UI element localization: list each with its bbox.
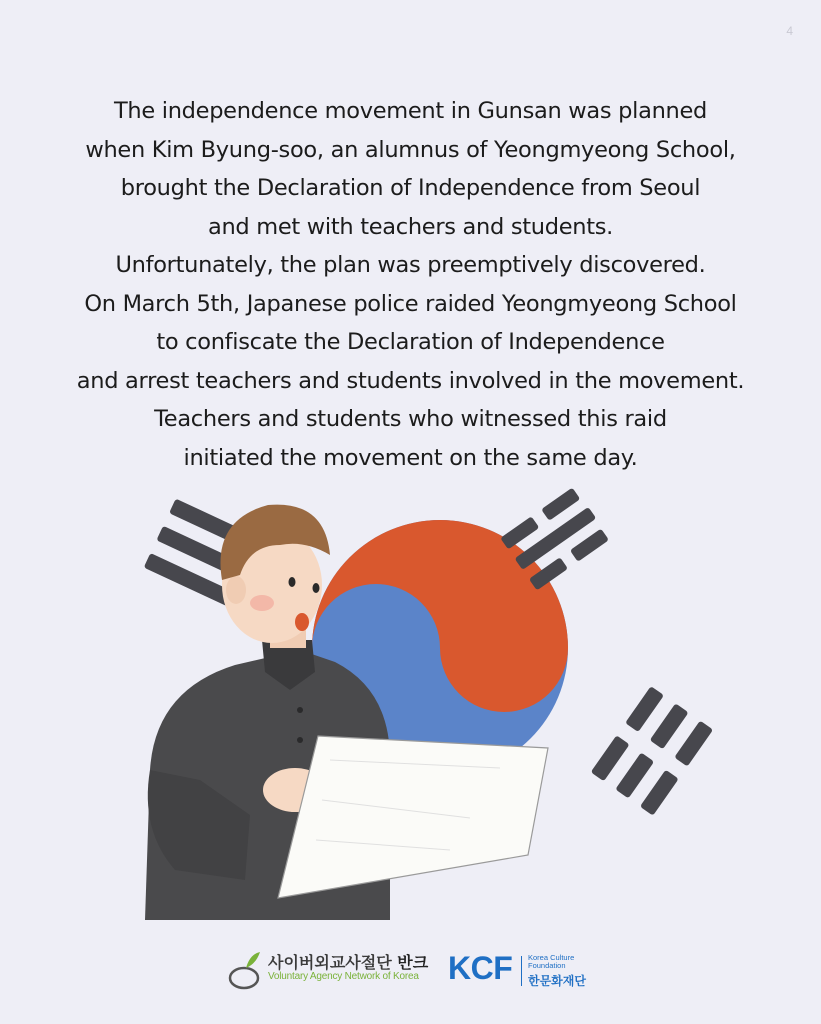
banc-subtitle: Voluntary Agency Network of Korea — [268, 971, 419, 982]
story-line: On March 5th, Japanese police raided Yeongmyeong School — [84, 290, 737, 317]
banc-logo-icon — [228, 948, 264, 990]
story-line: Unfortunately, the plan was preemptively discovered. — [115, 252, 706, 278]
footer-logos — [0, 940, 821, 1000]
story-line: initiated the movement on the same day. — [183, 444, 638, 471]
kcf-mark: KCF — [448, 950, 513, 986]
kcf-divider — [521, 956, 522, 986]
story-line: brought the Declaration of Independence from Seoul — [120, 175, 701, 201]
story-line: and arrest teachers and students involved in the movement. — [76, 367, 745, 394]
story-line: The independence movement in Gunsan was planned — [113, 98, 708, 124]
kcf-english-name: Korea Culture Foundation — [528, 953, 575, 970]
page-number: 4 — [786, 24, 793, 38]
trigram-icon — [591, 686, 713, 816]
banc-logo — [228, 948, 433, 992]
banc-name-strong: 반크 — [397, 953, 429, 972]
kcf-korean-name: 한문화재단 — [528, 974, 586, 988]
banc-name-korean: 사이버외교사절단 — [268, 953, 392, 972]
story-line: Teachers and students who witnessed this raid — [154, 406, 667, 432]
story-line: and met with teachers and students. — [207, 213, 614, 240]
story-line: to confiscate the Declaration of Independence — [156, 329, 665, 355]
story-line: when Kim Byung-soo, an alumnus of Yeongmyeong School, — [85, 136, 736, 163]
kcf-logo — [448, 948, 598, 992]
banc-name — [268, 950, 428, 973]
document-icon — [278, 736, 548, 898]
